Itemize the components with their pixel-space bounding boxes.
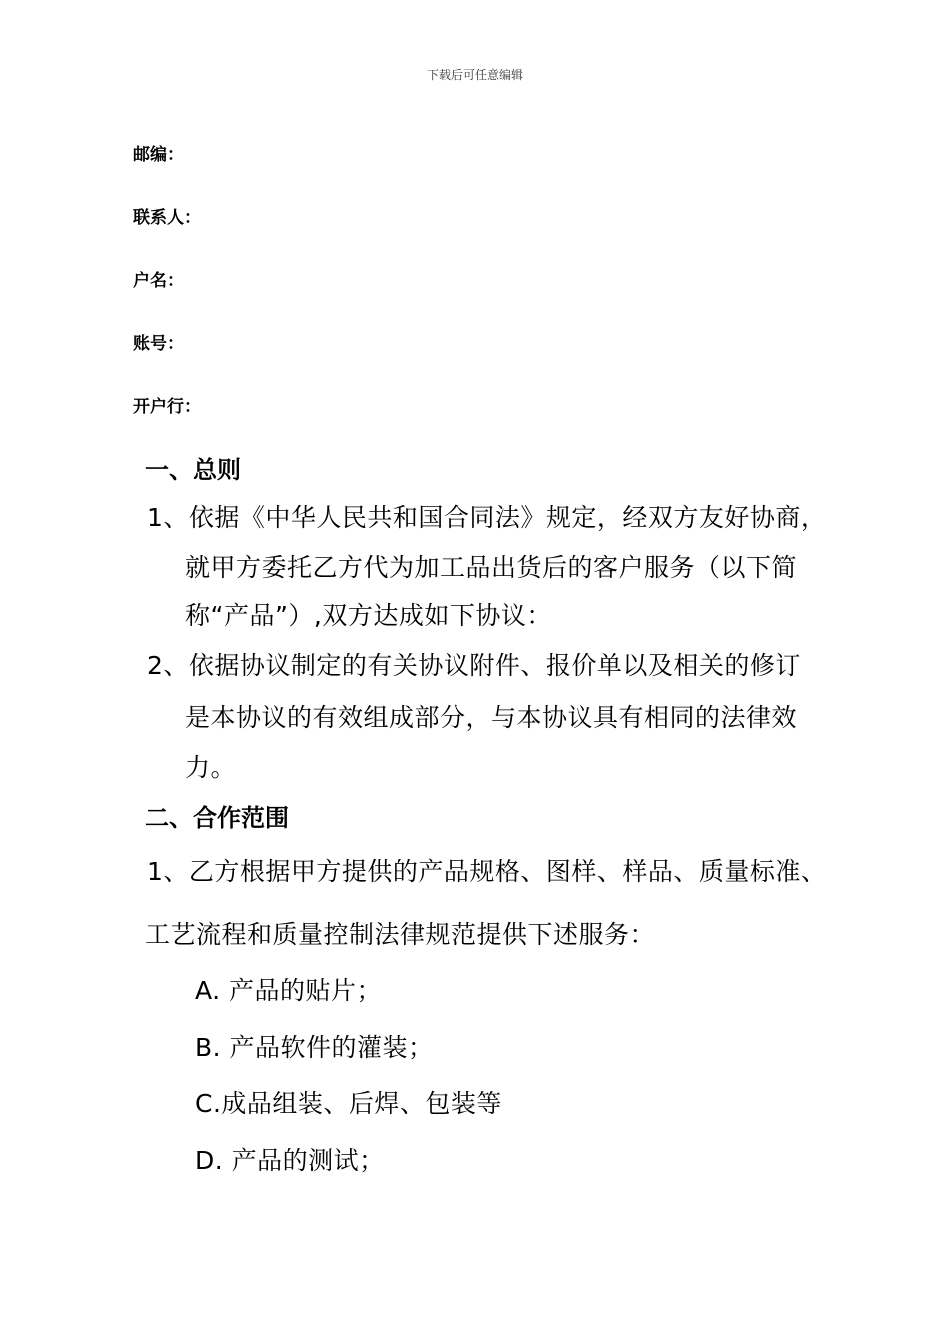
paragraph-line: 2、依据协议制定的有关协议附件、报价单以及相关的修订 bbox=[147, 651, 801, 680]
paragraph-line: 力。 bbox=[185, 753, 237, 782]
paragraph-line: 1、依据《中华人民共和国合同法》规定，经双方友好协商， bbox=[147, 503, 827, 532]
paragraph-line: 工艺流程和质量控制法律规范提供下述服务： bbox=[145, 920, 656, 949]
field-account-name: 户名： bbox=[133, 271, 184, 291]
list-item: A. 产品的贴片； bbox=[195, 976, 383, 1005]
paragraph-line: 1、乙方根据甲方提供的产品规格、图样、样品、质量标准、 bbox=[147, 857, 827, 886]
list-item: B. 产品软件的灌装； bbox=[195, 1033, 434, 1062]
field-postcode: 邮编： bbox=[133, 145, 184, 165]
field-contact: 联系人： bbox=[133, 208, 201, 228]
list-item: C.成品组装、后焊、包装等 bbox=[195, 1089, 502, 1118]
paragraph-line: 就甲方委托乙方代为加工品出货后的客户服务（以下简 bbox=[185, 553, 798, 582]
field-bank: 开户行： bbox=[133, 397, 201, 417]
section-title-general: 一、总则 bbox=[145, 456, 241, 484]
paragraph-line: 是本协议的有效组成部分，与本协议具有相同的法律效 bbox=[185, 703, 798, 732]
page-header: 下载后可任意编辑 bbox=[426, 68, 523, 82]
paragraph-line: 称“产品”）,双方达成如下协议： bbox=[185, 601, 552, 630]
field-account-number: 账号： bbox=[133, 334, 184, 354]
section-title-scope: 二、合作范围 bbox=[145, 804, 289, 832]
list-item: D. 产品的测试； bbox=[195, 1146, 385, 1175]
